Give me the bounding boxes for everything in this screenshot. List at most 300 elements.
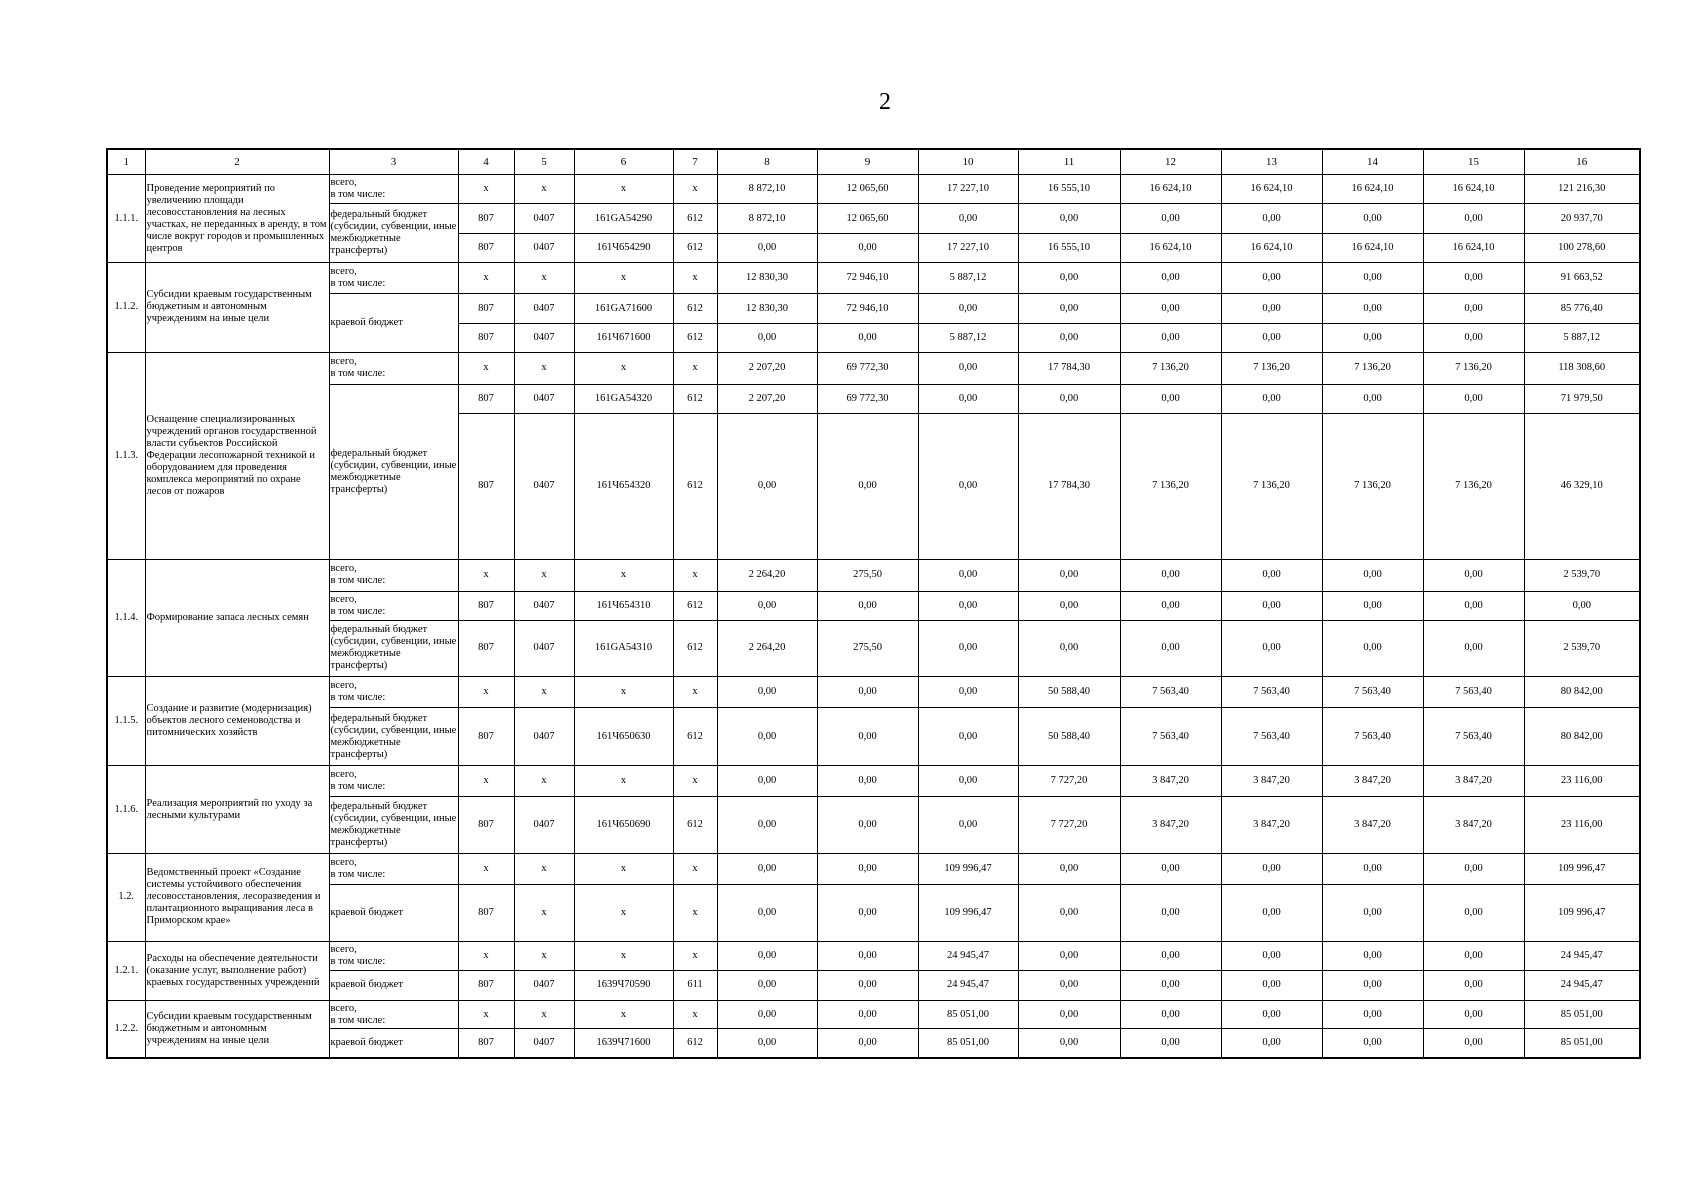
data-cell: 2 207,20 [717,385,817,414]
data-cell: 0,00 [717,1029,817,1058]
table-row [107,884,1640,941]
data-cell: 80 842,00 [1524,677,1640,708]
data-cell: 0,00 [1423,1029,1524,1058]
data-cell: 0,00 [1322,591,1423,620]
table-row [107,204,1640,234]
data-cell: 12 065,60 [817,175,918,204]
data-cell: 0,00 [918,352,1018,384]
data-cell: x [574,352,673,384]
source-cell: краевой бюджет [329,970,458,1000]
data-cell: 7 136,20 [1322,352,1423,384]
table-row [107,559,1640,591]
data-cell: 0,00 [717,797,817,854]
data-cell: 85 051,00 [1524,1000,1640,1029]
data-cell: x [574,262,673,293]
row-code: 1.1.2. [107,262,145,352]
data-cell: 612 [673,323,717,352]
data-cell: 12 830,30 [717,262,817,293]
data-cell: 0,00 [717,413,817,559]
data-cell: 7 136,20 [1120,352,1221,384]
data-cell: 0407 [514,797,574,854]
data-cell: 0,00 [1120,1000,1221,1029]
data-cell: 0,00 [1018,559,1120,591]
data-cell: x [514,1000,574,1029]
data-cell: 50 588,40 [1018,677,1120,708]
data-cell: 2 539,70 [1524,559,1640,591]
header-cell: 16 [1524,149,1640,175]
data-cell: 0,00 [817,323,918,352]
data-cell: x [673,559,717,591]
data-cell: 0407 [514,970,574,1000]
row-code: 1.2.2. [107,1000,145,1058]
data-cell: 17 784,30 [1018,352,1120,384]
data-cell: x [514,853,574,884]
data-cell: 0,00 [1018,262,1120,293]
data-cell: 0,00 [817,970,918,1000]
data-cell: 0,00 [918,677,1018,708]
data-cell: 23 116,00 [1524,797,1640,854]
header-cell: 2 [145,149,329,175]
data-cell: 0,00 [817,234,918,263]
data-cell: 612 [673,591,717,620]
header-cell: 1 [107,149,145,175]
data-cell: 807 [458,323,514,352]
data-cell: 0,00 [918,413,1018,559]
data-cell: 612 [673,413,717,559]
row-code: 1.2.1. [107,941,145,1000]
header-cell: 15 [1423,149,1524,175]
data-cell: 0,00 [918,620,1018,677]
data-cell: 16 624,10 [1423,175,1524,204]
data-cell: 0,00 [918,204,1018,234]
table-row [107,294,1640,324]
data-cell: x [673,766,717,797]
data-cell: x [458,941,514,970]
table-row [107,941,1640,970]
data-cell: 7 563,40 [1120,708,1221,766]
data-cell: x [574,766,673,797]
row-name: Субсидии краевым государственным бюджетным и автономным учреждениям на иные цели [145,262,329,352]
data-cell: 0,00 [1423,1000,1524,1029]
data-cell: 5 887,12 [1524,323,1640,352]
data-cell: 0,00 [1018,853,1120,884]
data-cell: 0,00 [817,413,918,559]
data-cell: 0,00 [1018,323,1120,352]
data-cell: 109 996,47 [918,884,1018,941]
data-cell: 91 663,52 [1524,262,1640,293]
data-cell: 0,00 [1221,262,1322,293]
data-cell: 0,00 [1322,941,1423,970]
table-row [107,262,1640,293]
data-cell: 100 278,60 [1524,234,1640,263]
data-cell: 5 887,12 [918,323,1018,352]
data-cell: 0,00 [717,591,817,620]
data-cell: x [673,1000,717,1029]
table-row [107,385,1640,414]
data-cell: 0,00 [1120,323,1221,352]
data-cell: 0,00 [1423,853,1524,884]
data-cell: 0,00 [717,941,817,970]
data-cell: x [574,884,673,941]
table-row [107,677,1640,708]
data-cell: 0,00 [1018,204,1120,234]
data-cell: 0,00 [1423,591,1524,620]
data-cell: 7 727,20 [1018,797,1120,854]
data-cell: 0,00 [1120,204,1221,234]
table-row [107,970,1640,1000]
data-cell: 0407 [514,591,574,620]
data-cell: 612 [673,708,717,766]
data-cell: 0,00 [1120,884,1221,941]
data-cell: 0,00 [1423,559,1524,591]
data-cell: 807 [458,413,514,559]
data-cell: 0,00 [817,677,918,708]
row-code: 1.1.4. [107,559,145,677]
data-cell: 69 772,30 [817,352,918,384]
data-cell: 0,00 [918,559,1018,591]
data-cell: 7 563,40 [1120,677,1221,708]
data-cell: 161Ч654310 [574,591,673,620]
data-cell: 7 563,40 [1221,708,1322,766]
row-code: 1.1.3. [107,352,145,559]
data-cell: 0,00 [817,591,918,620]
data-cell: 12 065,60 [817,204,918,234]
data-cell: 0,00 [717,708,817,766]
data-cell: 7 563,40 [1221,677,1322,708]
table-row [107,352,1640,384]
data-cell: 0,00 [1322,559,1423,591]
source-cell: всего, в том числе: [329,175,458,204]
data-cell: 161Ч654290 [574,234,673,263]
data-cell: 3 847,20 [1120,766,1221,797]
data-cell: 0,00 [1423,970,1524,1000]
data-cell: 16 555,10 [1018,175,1120,204]
data-cell: 807 [458,234,514,263]
data-cell: 3 847,20 [1120,797,1221,854]
data-cell: 16 624,10 [1221,175,1322,204]
data-cell: 0,00 [717,677,817,708]
data-cell: 0,00 [1018,941,1120,970]
data-cell: 85 051,00 [918,1000,1018,1029]
data-cell: 0,00 [717,323,817,352]
source-cell: федеральный бюджет (субсидии, субвенции, иные межбюджетные трансферты) [329,385,458,560]
source-cell: всего, в том числе: [329,1000,458,1029]
data-cell: 0407 [514,234,574,263]
data-cell: 0,00 [717,884,817,941]
data-cell: 0407 [514,708,574,766]
data-cell: x [458,262,514,293]
data-cell: x [673,941,717,970]
data-cell: 0,00 [1423,294,1524,324]
data-cell: x [514,766,574,797]
data-cell: x [458,175,514,204]
data-cell: 0,00 [1221,853,1322,884]
table-row [107,853,1640,884]
data-cell: x [673,352,717,384]
data-cell: 0,00 [1221,294,1322,324]
data-cell: x [514,559,574,591]
data-cell: 8 872,10 [717,175,817,204]
header-cell: 12 [1120,149,1221,175]
data-cell: x [514,352,574,384]
data-cell: x [574,941,673,970]
data-cell: 612 [673,797,717,854]
data-cell: 0,00 [1018,620,1120,677]
data-cell: 0,00 [918,708,1018,766]
data-cell: 12 830,30 [717,294,817,324]
data-cell: 7 563,40 [1423,677,1524,708]
data-cell: 17 227,10 [918,175,1018,204]
data-cell: 0,00 [817,797,918,854]
data-cell: 612 [673,385,717,414]
source-cell: федеральный бюджет (субсидии, субвенции, иные межбюджетные трансферты) [329,620,458,677]
row-name: Формирование запаса лесных семян [145,559,329,677]
data-cell: 7 563,40 [1322,677,1423,708]
table-row [107,591,1640,620]
data-cell: 7 563,40 [1322,708,1423,766]
row-name: Расходы на обеспечение деятельности (оказание услуг, выполнение работ) краевых государственных учреждений [145,941,329,1000]
data-cell: 0,00 [717,766,817,797]
data-cell: 0,00 [717,1000,817,1029]
table-row [107,620,1640,677]
data-cell: 0,00 [1322,884,1423,941]
data-cell: 0,00 [1322,853,1423,884]
header-cell: 3 [329,149,458,175]
data-cell: x [574,175,673,204]
data-cell: 0,00 [1423,204,1524,234]
data-cell: 0407 [514,413,574,559]
data-cell: 0,00 [1120,294,1221,324]
data-cell: 109 996,47 [1524,884,1640,941]
data-cell: 7 136,20 [1221,352,1322,384]
data-cell: 0,00 [1524,591,1640,620]
data-cell: 46 329,10 [1524,413,1640,559]
data-cell: 0,00 [1018,1000,1120,1029]
header-cell: 9 [817,149,918,175]
data-cell: 109 996,47 [1524,853,1640,884]
data-cell: x [514,677,574,708]
header-cell: 14 [1322,149,1423,175]
row-name: Оснащение специализированных учреждений органов государственной власти субъектов Российской Федерации лесопожарной техникой и оборудованием для проведения комплекса мероприятий по охране лесов от пожаров [145,352,329,559]
data-cell: x [574,853,673,884]
data-cell: 807 [458,797,514,854]
data-cell: 0,00 [918,385,1018,414]
data-cell: 0,00 [1423,884,1524,941]
data-cell: 612 [673,294,717,324]
data-cell: 0,00 [1120,941,1221,970]
data-cell: 0,00 [1322,204,1423,234]
data-cell: 0,00 [1322,620,1423,677]
data-cell: 0,00 [1423,385,1524,414]
data-cell: 16 624,10 [1120,234,1221,263]
data-cell: 0,00 [1120,262,1221,293]
data-cell: 23 116,00 [1524,766,1640,797]
data-cell: 0,00 [918,591,1018,620]
data-cell: 72 946,10 [817,262,918,293]
data-cell: 7 136,20 [1423,352,1524,384]
row-code: 1.2. [107,853,145,941]
data-cell: 807 [458,620,514,677]
source-cell: федеральный бюджет (субсидии, субвенции, иные межбюджетные трансферты) [329,797,458,854]
data-cell: 3 847,20 [1322,766,1423,797]
data-cell: 16 624,10 [1423,234,1524,263]
data-cell: 0,00 [1322,294,1423,324]
data-cell: 161Ч650630 [574,708,673,766]
data-cell: 1639Ч71600 [574,1029,673,1058]
table-row [107,175,1640,204]
source-cell: всего, в том числе: [329,941,458,970]
data-cell: 80 842,00 [1524,708,1640,766]
data-cell: 16 624,10 [1120,175,1221,204]
data-cell: 0,00 [918,294,1018,324]
data-cell: x [458,352,514,384]
data-cell: 17 784,30 [1018,413,1120,559]
data-cell: 0,00 [1322,323,1423,352]
data-cell: 109 996,47 [918,853,1018,884]
data-cell: 0,00 [1018,884,1120,941]
data-cell: x [574,677,673,708]
data-cell: 807 [458,385,514,414]
data-cell: 7 136,20 [1120,413,1221,559]
data-cell: 71 979,50 [1524,385,1640,414]
data-cell: 2 264,20 [717,620,817,677]
data-cell: 2 207,20 [717,352,817,384]
data-cell: x [673,884,717,941]
header-cell: 7 [673,149,717,175]
data-cell: 161GA54310 [574,620,673,677]
data-cell: 612 [673,620,717,677]
data-cell: 0,00 [1221,323,1322,352]
table-row [107,766,1640,797]
data-cell: x [458,677,514,708]
data-cell: 7 563,40 [1423,708,1524,766]
data-cell: 20 937,70 [1524,204,1640,234]
header-cell: 8 [717,149,817,175]
data-cell: 161GA71600 [574,294,673,324]
table-row [107,797,1640,854]
data-cell: 0,00 [1120,1029,1221,1058]
data-cell: 161GA54290 [574,204,673,234]
data-cell: 0,00 [1423,620,1524,677]
data-cell: 0,00 [1018,970,1120,1000]
data-cell: 0,00 [817,1000,918,1029]
source-cell: всего, в том числе: [329,262,458,293]
data-cell: 0,00 [1221,1029,1322,1058]
data-cell: 161Ч650690 [574,797,673,854]
data-cell: 3 847,20 [1221,797,1322,854]
data-cell: x [458,853,514,884]
row-code: 1.1.6. [107,766,145,854]
header-cell: 4 [458,149,514,175]
data-cell: 0,00 [1120,853,1221,884]
data-cell: 7 136,20 [1423,413,1524,559]
source-cell: федеральный бюджет (субсидии, субвенции, иные межбюджетные трансферты) [329,708,458,766]
data-cell: 807 [458,1029,514,1058]
data-cell: 0,00 [1120,620,1221,677]
budget-table [106,148,1641,1059]
source-cell: всего, в том числе: [329,766,458,797]
data-cell: x [673,262,717,293]
data-cell: 0407 [514,385,574,414]
data-cell: 0,00 [717,234,817,263]
data-cell: 8 872,10 [717,204,817,234]
source-cell: всего, в том числе: [329,677,458,708]
data-cell: 0,00 [817,1029,918,1058]
data-cell: 72 946,10 [817,294,918,324]
data-cell: 0,00 [1221,204,1322,234]
data-cell: 118 308,60 [1524,352,1640,384]
data-cell: x [673,677,717,708]
data-cell: 24 945,47 [1524,941,1640,970]
data-cell: 0,00 [817,766,918,797]
row-name: Субсидии краевым государственным бюджетным и автономным учреждениям на иные цели [145,1000,329,1058]
data-cell: 275,50 [817,559,918,591]
data-cell: x [574,1000,673,1029]
source-cell: всего, в том числе: [329,352,458,384]
source-cell: всего, в том числе: [329,591,458,620]
header-cell: 6 [574,149,673,175]
row-name: Реализация мероприятий по уходу за лесными культурами [145,766,329,854]
data-cell: 0,00 [1322,385,1423,414]
table-row [107,1000,1640,1029]
data-cell: 16 624,10 [1322,234,1423,263]
data-cell: 24 945,47 [1524,970,1640,1000]
data-cell: 0,00 [1322,970,1423,1000]
data-cell: 85 776,40 [1524,294,1640,324]
data-cell: 0,00 [1018,1029,1120,1058]
data-cell: 0,00 [918,797,1018,854]
data-cell: 7 727,20 [1018,766,1120,797]
source-cell: краевой бюджет [329,294,458,353]
data-cell: 50 588,40 [1018,708,1120,766]
data-cell: 0,00 [717,970,817,1000]
data-cell: 0,00 [1221,385,1322,414]
data-cell: x [514,175,574,204]
data-cell: x [673,175,717,204]
data-cell: 0,00 [1120,591,1221,620]
data-cell: 0,00 [717,853,817,884]
data-cell: 85 051,00 [1524,1029,1640,1058]
source-cell: всего, в том числе: [329,559,458,591]
data-cell: 0,00 [1322,1000,1423,1029]
data-cell: 0,00 [1221,620,1322,677]
data-cell: 0,00 [817,853,918,884]
header-cell: 11 [1018,149,1120,175]
data-cell: 807 [458,294,514,324]
data-cell: x [514,941,574,970]
data-cell: 0,00 [1221,941,1322,970]
table-row [107,708,1640,766]
data-cell: 17 227,10 [918,234,1018,263]
data-cell: 7 136,20 [1322,413,1423,559]
data-cell: 0407 [514,294,574,324]
source-cell: краевой бюджет [329,884,458,941]
data-cell: x [574,559,673,591]
data-cell: 2 264,20 [717,559,817,591]
data-cell: 0407 [514,323,574,352]
data-cell: x [458,559,514,591]
row-name: Ведомственный проект «Создание системы устойчивого обеспечения лесовосстановления, лесоразведения и плантационного выращивания леса в Приморском крае» [145,853,329,941]
page-number: 2 [879,89,891,115]
data-cell: 16 624,10 [1322,175,1423,204]
data-cell: 0,00 [1322,262,1423,293]
data-cell: 0,00 [817,708,918,766]
data-cell: 24 945,47 [918,941,1018,970]
data-cell: 807 [458,591,514,620]
data-cell: 612 [673,1029,717,1058]
source-cell: краевой бюджет [329,1029,458,1058]
data-cell: 0407 [514,204,574,234]
